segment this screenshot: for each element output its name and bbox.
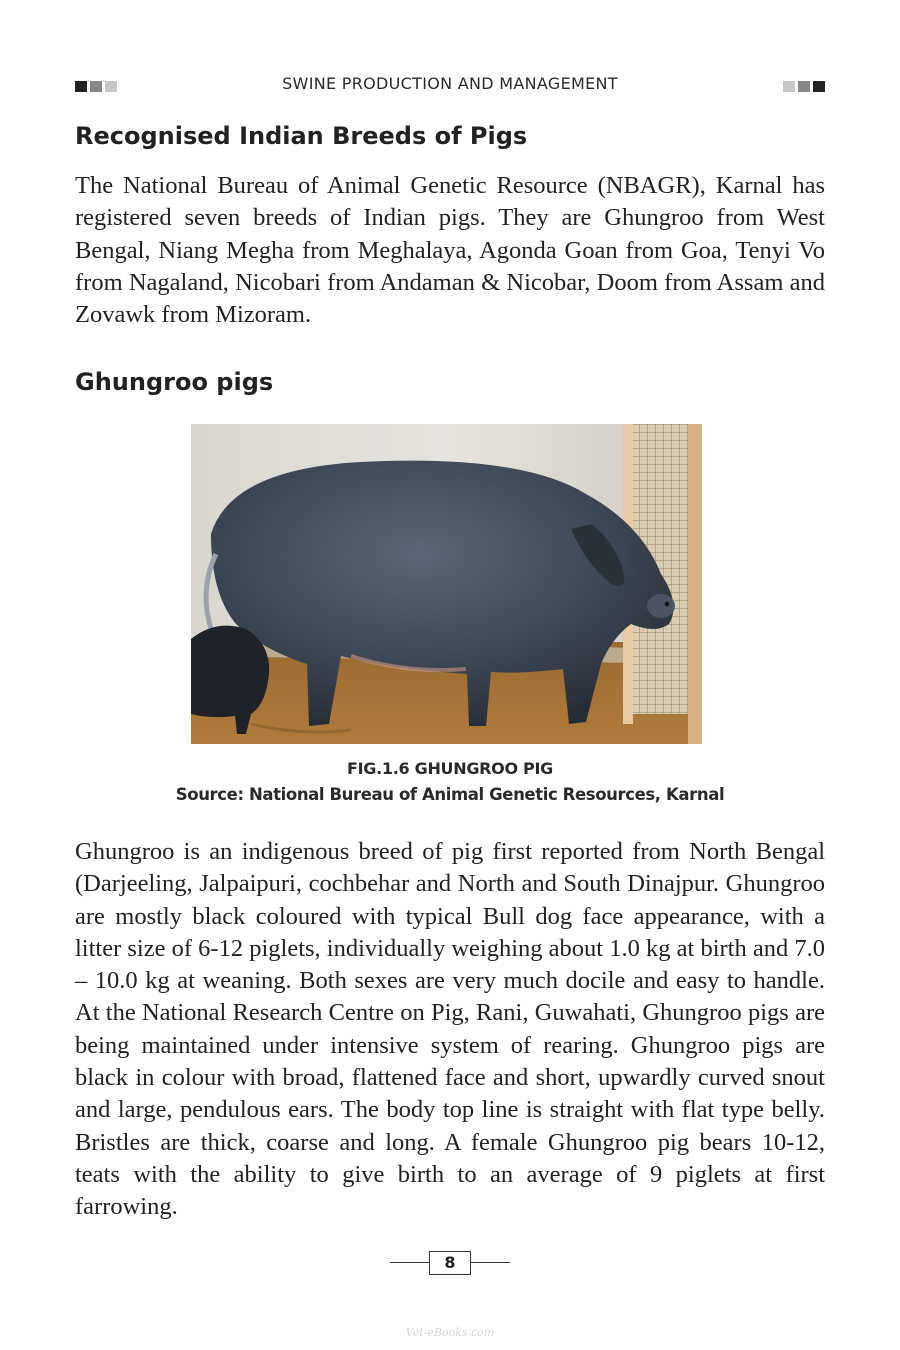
section-heading-breeds: Recognised Indian Breeds of Pigs xyxy=(75,122,528,150)
header-square xyxy=(798,81,810,92)
section-paragraph-ghungroo: Ghungroo is an indigenous breed of pig first reported from North Bengal (Darjeeling, Jalpaipuri, cochbehar and North and South Dinajpur. Ghungroo are mostly black coloured with typical Bull dog face appearance, with a litter size of 6-12 piglets, individually weighing about 1.0 kg at birth and 7.0 – 10.0 kg at weaning. Both sexes are very much docile and easy to handle. At the National Research Centre on Pig, Rani, Guwahati, Ghungroo pigs are being maintained under intensive system of rearing. Ghungroo pigs are black in colour with broad, flattened face and short, upwardly curved snout and large, pendulous ears. The body top line is straight with flat type belly. Bristles are thick, coarse and long. A female Ghungroo pig bears 10-12, teats with the ability to give birth to an average of 9 piglets at first farrowing. xyxy=(75,838,825,1221)
header-right-squares xyxy=(783,81,825,92)
pig-illustration xyxy=(191,424,702,744)
page-number: 8 xyxy=(429,1251,471,1275)
figure-source: Source: National Bureau of Animal Genetic Resources, Karnal xyxy=(175,785,725,804)
header-title: SWINE PRODUCTION AND MANAGEMENT xyxy=(282,74,618,93)
header-square xyxy=(813,81,825,92)
header-square xyxy=(783,81,795,92)
watermark: Vet-eBooks.com xyxy=(405,1326,495,1339)
footer-rule-left xyxy=(390,1262,430,1263)
section-paragraph-breeds: The National Bureau of Animal Genetic Resource (NBAGR), Karnal has registered seven breeds of Indian pigs. They are Ghungroo from West Bengal, Niang Megha from Meghalaya, Agonda Goan from Goa, Tenyi Vo from Nagaland, Nicobari from Andaman & Nicobar, Doom from Assam and Zovawk from Mizoram. xyxy=(75,172,825,329)
section-heading-ghungroo: Ghungroo pigs xyxy=(75,368,274,396)
footer-rule-right xyxy=(470,1262,510,1263)
page-number-footer xyxy=(390,1251,510,1275)
running-header xyxy=(75,72,825,98)
ghungroo-pig-photo xyxy=(191,424,702,744)
figure-caption: FIG.1.6 GHUNGROO PIG xyxy=(347,759,553,778)
